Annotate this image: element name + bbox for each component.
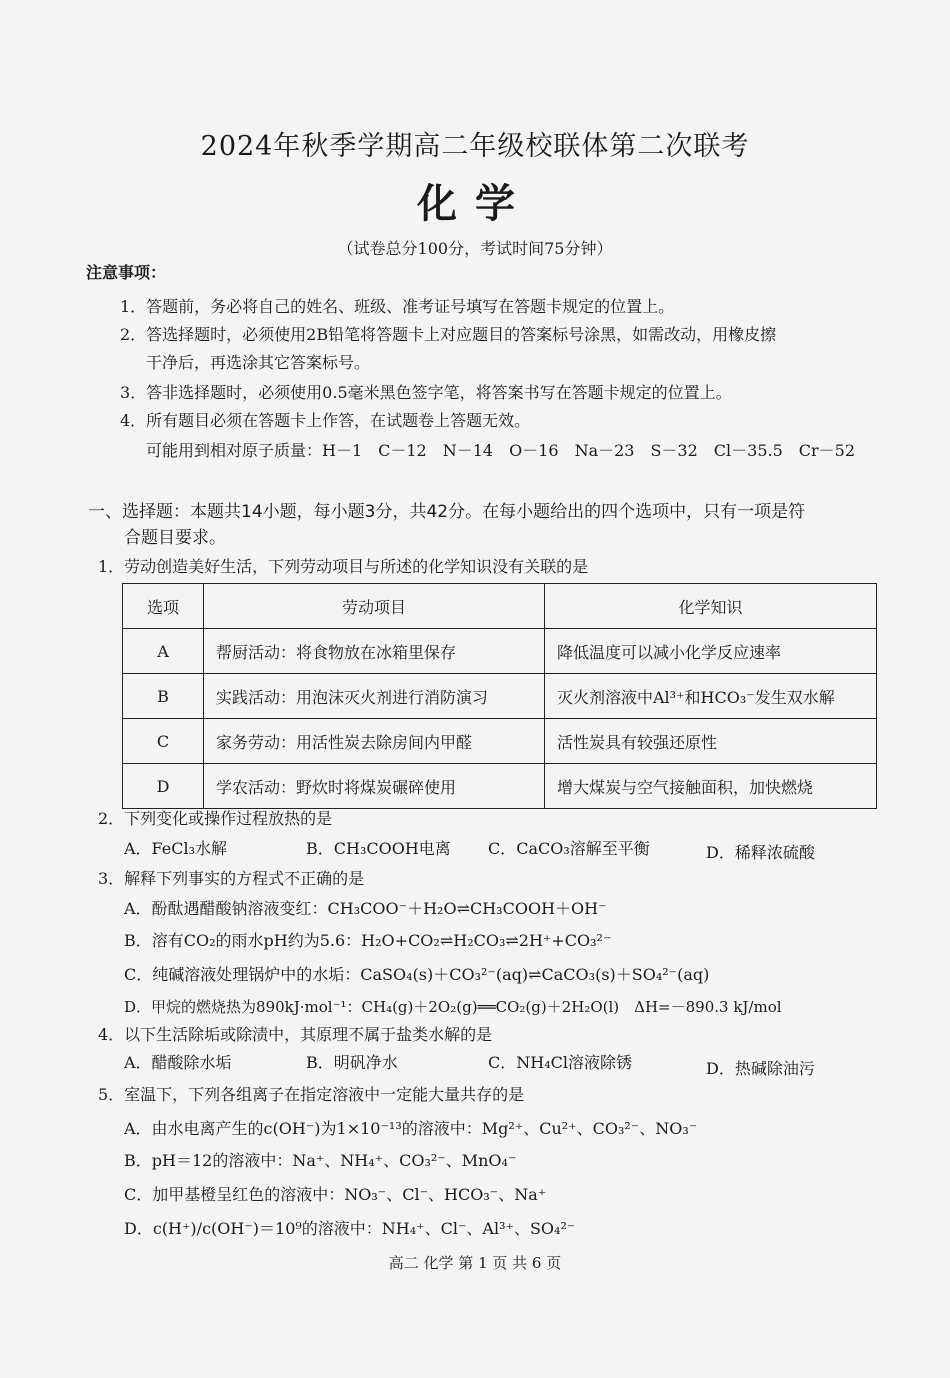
table-row [123, 764, 877, 809]
table-header-row [123, 584, 877, 629]
table-cell: D [123, 764, 204, 809]
question-3-option-c: C．纯碱溶液处理锅炉中的水垢：CaSO₄(s)＋CO₃²⁻(aq)⇌CaCO₃(s)＋SO₄²⁻(aq) [124, 965, 710, 984]
table-cell: 学农活动：野炊时将煤炭碾碎使用 [204, 764, 545, 809]
table-row [123, 674, 877, 719]
question-2-option-d: D．稀释浓硫酸 [706, 843, 815, 862]
section-title-cont: 合题目要求。 [124, 528, 226, 548]
section-title: 一、选择题：本题共14小题，每小题3分，共42分。在每小题给出的四个选项中，只有一项是符 [88, 502, 806, 522]
question-3-stem: 3．解释下列事实的方程式不正确的是 [98, 869, 365, 888]
page-footer: 高二 化学 第 1 页 共 6 页 [388, 1254, 562, 1272]
question-4-option-c: C．NH₄Cl溶液除锈 [488, 1053, 632, 1072]
atomic-masses: 可能用到相对原子质量：H－1 C－12 N－14 O－16 Na－23 S－32 Cl－35.5 Cr－52 [146, 441, 856, 460]
question-3-option-b: B．溶有CO₂的雨水pH约为5.6：H₂O+CO₂⇌H₂CO₃⇌2H⁺+CO₃²⁻ [124, 931, 612, 950]
question-5-option-a: A．由水电离产生的c(OH⁻)为1×10⁻¹³的溶液中：Mg²⁺、Cu²⁺、CO₃²⁻、NO₃⁻ [124, 1119, 698, 1138]
question-2-option-a: A．FeCl₃水解 [124, 839, 228, 858]
question-2-option-c: C．CaCO₃溶解至平衡 [488, 839, 650, 858]
table-cell: A [123, 629, 204, 674]
question-2-stem: 2．下列变化或操作过程放热的是 [98, 809, 333, 828]
table-cell: B [123, 674, 204, 719]
question-4-option-a: A．醋酸除水垢 [124, 1053, 232, 1072]
exam-info: （试卷总分100分，考试时间75分钟） [337, 239, 613, 258]
table-row [123, 719, 877, 764]
table-cell: 实践活动：用泡沫灭火剂进行消防演习 [204, 674, 545, 719]
notice-line-4: 4．所有题目必须在答题卡上作答，在试题卷上答题无效。 [120, 411, 531, 430]
table-header-cell: 选项 [123, 584, 204, 629]
question-4-option-b: B．明矾净水 [306, 1053, 398, 1072]
subject-title: 化学 [417, 180, 533, 227]
question-2-option-b: B．CH₃COOH电离 [306, 839, 451, 858]
question-4-option-d: D．热碱除油污 [706, 1059, 815, 1078]
question-5-option-d: D．c(H⁺)/c(OH⁻)＝10⁹的溶液中：NH₄⁺、Cl⁻、Al³⁺、SO₄²⁻ [124, 1219, 576, 1238]
table-header-cell: 劳动项目 [204, 584, 545, 629]
table-header-cell: 化学知识 [545, 584, 877, 629]
table-cell: 家务劳动：用活性炭去除房间内甲醛 [204, 719, 545, 764]
question-5-option-c: C．加甲基橙呈红色的溶液中：NO₃⁻、Cl⁻、HCO₃⁻、Na⁺ [124, 1185, 547, 1204]
question-3-option-a: A．酚酞遇醋酸钠溶液变红：CH₃COO⁻＋H₂O⇌CH₃COOH＋OH⁻ [124, 899, 607, 918]
question-5-stem: 5．室温下，下列各组离子在指定溶液中一定能大量共存的是 [98, 1085, 525, 1104]
table-cell: 灭火剂溶液中Al³⁺和HCO₃⁻发生双水解 [545, 674, 877, 719]
question-1-table [122, 583, 877, 809]
notice-line-3: 3．答非选择题时，必须使用0.5毫米黑色签字笔，将答案书写在答题卡规定的位置上。 [120, 383, 732, 402]
question-5-option-b: B．pH＝12的溶液中：Na⁺、NH₄⁺、CO₃²⁻、MnO₄⁻ [124, 1151, 517, 1170]
table-cell: C [123, 719, 204, 764]
question-4-stem: 4．以下生活除垢或除渍中，其原理不属于盐类水解的是 [98, 1025, 493, 1044]
table-cell: 活性炭具有较强还原性 [545, 719, 877, 764]
table-row [123, 629, 877, 674]
table-cell: 降低温度可以减小化学反应速率 [545, 629, 877, 674]
table-cell: 帮厨活动：将食物放在冰箱里保存 [204, 629, 545, 674]
notice-line-1: 1．答题前，务必将自己的姓名、班级、准考证号填写在答题卡规定的位置上。 [120, 297, 675, 316]
exam-title: 2024年秋季学期高二年级校联体第二次联考 [200, 131, 750, 162]
notice-title: 注意事项： [86, 263, 167, 282]
notice-line-2-cont: 干净后，再选涂其它答案标号。 [146, 353, 371, 372]
notice-line-2: 2．答选择题时，必须使用2B铅笔将答题卡上对应题目的答案标号涂黑，如需改动，用橡皮擦 [120, 325, 777, 344]
table-cell: 增大煤炭与空气接触面积，加快燃烧 [545, 764, 877, 809]
question-1-stem: 1．劳动创造美好生活，下列劳动项目与所述的化学知识没有关联的是 [98, 557, 589, 576]
question-3-option-d: D．甲烷的燃烧热为890kJ·mol⁻¹：CH₄(g)＋2O₂(g)══CO₂(g)＋2H₂O(l) ΔH=－890.3 kJ/mol [124, 998, 782, 1016]
